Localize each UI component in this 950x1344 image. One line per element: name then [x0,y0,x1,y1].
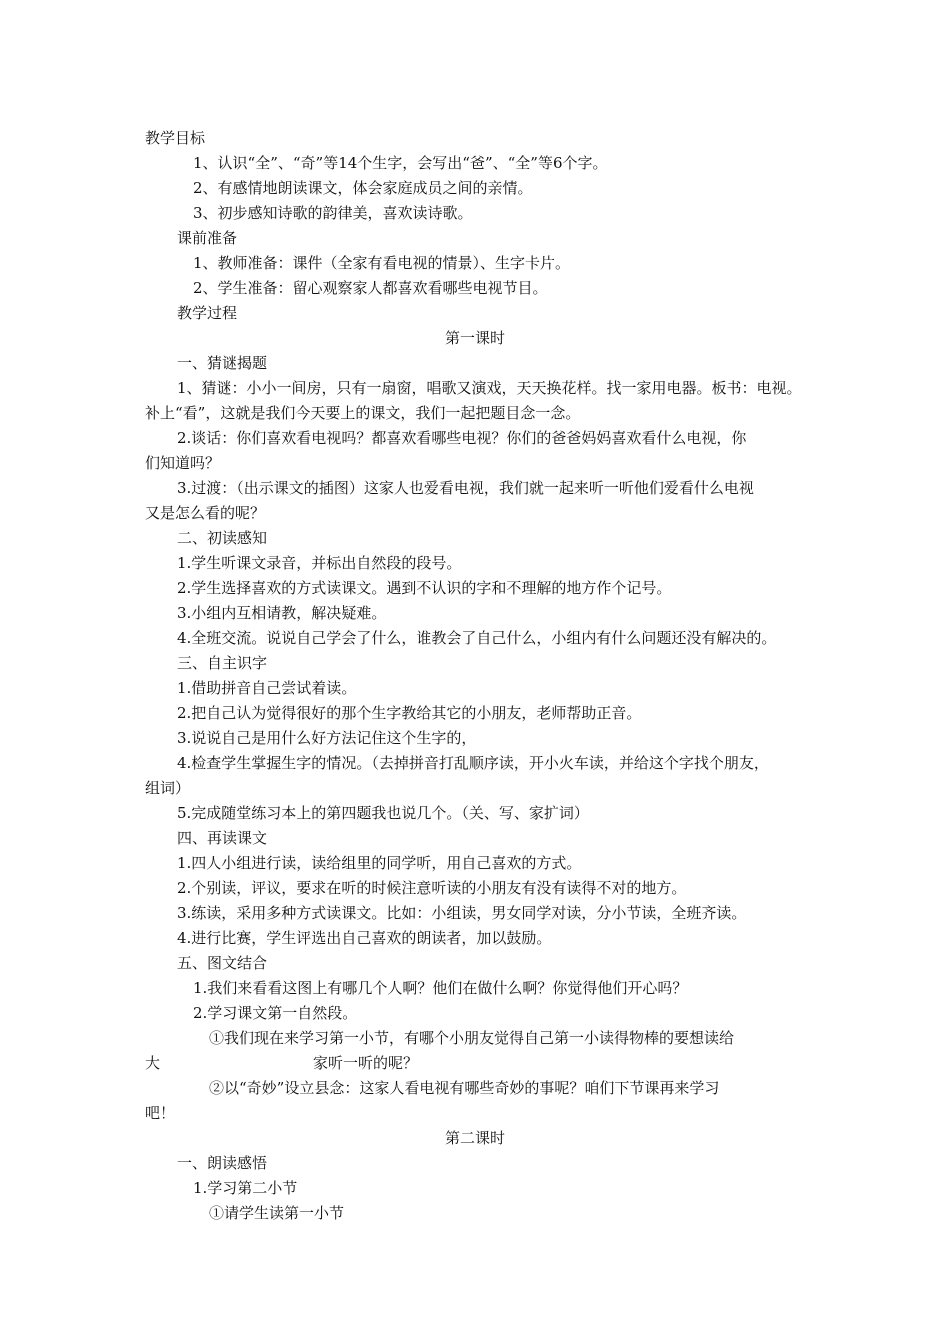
body-line: 2.学习课文第一自然段。 [193,1004,358,1022]
body-line: 吧！ [145,1104,176,1122]
heading-process: 教学过程 [177,304,238,322]
body-line: 5.完成随堂练习本上的第四题我也说几个。（关、写、家扩词） [177,804,589,822]
section-heading: 四、再读课文 [177,829,268,847]
body-line: ①请学生读第一小节 [209,1204,345,1222]
body-line: 2.谈话：你们喜欢看电视吗？都喜欢看哪些电视？你们的爸爸妈妈喜欢看什么电视，你 [177,429,747,447]
goal-item: 1、认识“全”、“奇”等14个生字，会写出“爸”、“全”等6个字。 [193,154,608,172]
body-line: 1.借助拼音自己尝试着读。 [177,679,357,697]
body-line: 1.学习第二小节 [193,1179,298,1197]
body-line: 2.把自己认为觉得很好的那个生字教给其它的小朋友，老师帮助正音。 [177,704,642,722]
body-line: 大 [145,1054,161,1072]
body-line: 2.学生选择喜欢的方式读课文。遇到不认识的字和不理解的地方作个记号。 [177,579,672,597]
goal-item: 3、初步感知诗歌的韵律美，喜欢读诗歌。 [193,204,473,222]
body-line: 1.学生听课文录音，并标出自然段的段号。 [177,554,462,572]
body-line: 3.说说自己是用什么好方法记住这个生字的， [177,729,477,747]
section-heading: 五、图文结合 [177,954,268,972]
body-line: ②以“奇妙”设立县念：这家人看电视有哪些奇妙的事呢？咱们下节课再来学习 [209,1079,720,1097]
section-heading: 三、自主识字 [177,654,268,672]
body-line: 又是怎么看的呢？ [145,504,266,522]
body-line: 们知道吗？ [145,454,221,472]
body-line: 2.个别读，评议，要求在听的时候注意听读的小朋友有没有读得不对的地方。 [177,879,687,897]
lesson-two-title: 第二课时 [444,1129,505,1147]
body-line: 3.小组内互相请教，解决疑难。 [177,604,387,622]
body-line: 4.进行比赛，学生评选出自己喜欢的朗读者，加以鼓励。 [177,929,552,947]
heading-teaching-goals: 教学目标 [145,129,206,147]
body-line: 4.检查学生掌握生字的情况。（去掉拼音打乱顺序读，开小火车读，并给这个字找个朋友， [177,754,769,772]
body-line: 3.练读，采用多种方式读课文。比如：小组读，男女同学对读，分小节读，全班齐读。 [177,904,747,922]
body-line: 家听一听的呢？ [313,1054,419,1072]
lesson-one-title: 第一课时 [444,329,505,347]
body-line: 1.我们来看看这图上有哪几个人啊？他们在做什么啊？你觉得他们开心吗？ [193,979,688,997]
goal-item: 2、有感情地朗读课文，体会家庭成员之间的亲情。 [193,179,533,197]
heading-preparation: 课前准备 [177,229,238,247]
preparation-item: 1、教师准备：课件（全家有看电视的情景）、生字卡片。 [193,254,571,272]
body-line: ①我们现在来学习第一小节，有哪个小朋友觉得自己第一小读得物棒的要想读给 [209,1029,735,1047]
section-heading: 一、朗读感悟 [177,1154,268,1172]
body-line: 补上“看”，这就是我们今天要上的课文，我们一起把题目念一念。 [145,404,581,422]
body-line: 组词） [145,779,191,797]
body-line: 4.全班交流。说说自己学会了什么，谁教会了自己什么，小组内有什么问题还没有解决的。 [177,629,777,647]
preparation-item: 2、学生准备：留心观察家人都喜欢看哪些电视节目。 [193,279,548,297]
section-heading: 二、初读感知 [177,529,268,547]
section-heading: 一、猜谜揭题 [177,354,268,372]
body-line: 1.四人小组进行读，读给组里的同学听，用自己喜欢的方式。 [177,854,582,872]
body-line: 1、猜谜：小小一间房，只有一扇窗，唱歌又演戏，天天换花样。找一家用电器。板书：电视。 [177,379,802,397]
body-line: 3.过渡：（出示课文的插图）这家人也爱看电视，我们就一起来听一听他们爱看什么电视 [177,479,754,497]
